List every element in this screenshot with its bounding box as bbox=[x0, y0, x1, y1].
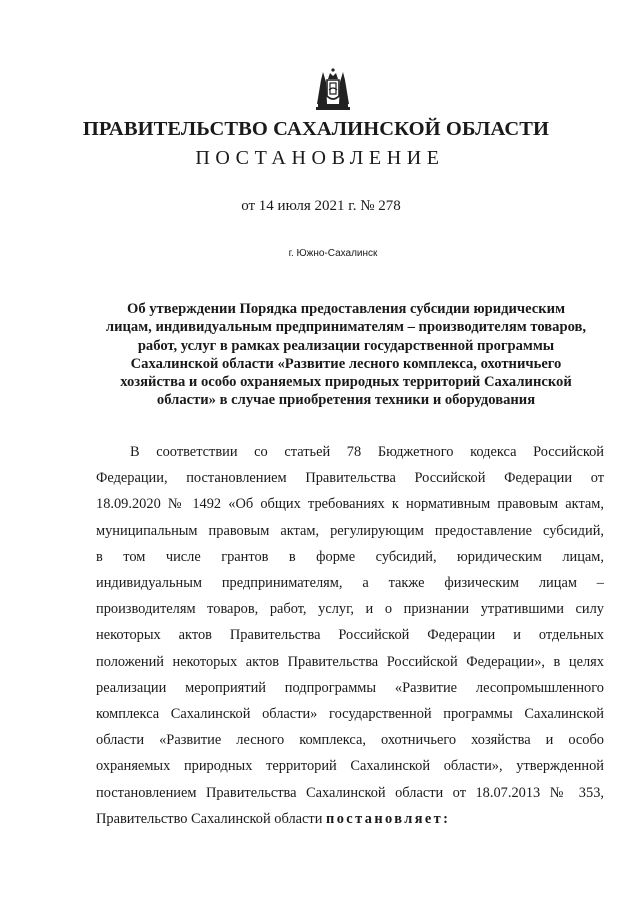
document-type: ПОСТАНОВЛЕНИЕ bbox=[195, 147, 445, 169]
title-line: Сахалинской области «Развитие лесного комплекса, охотничьего bbox=[130, 355, 562, 372]
body-line: некоторых актов Правительства Российской Федерации и отдельных bbox=[96, 627, 604, 644]
title-line: лицам, индивидуальным предпринимателям – производителям товаров, bbox=[105, 319, 587, 336]
organization-name: ПРАВИТЕЛЬСТВО САХАЛИНСКОЙ ОБЛАСТИ bbox=[82, 118, 550, 140]
title-line: Об утверждении Порядка предоставления субсидии юридическим bbox=[126, 301, 566, 317]
body-line: муниципальным правовым актам, регулирующим предоставление субсидий, bbox=[96, 522, 604, 539]
body-line: Федерации, постановлением Правительства Российской Федерации от bbox=[96, 470, 604, 487]
body-final-line bbox=[96, 806, 604, 832]
body-line: области «Развитие лесного комплекса, охотничьего хозяйства и особо bbox=[96, 732, 604, 749]
body-line: охраняемых природных территорий Сахалинской области», утвержденной bbox=[96, 758, 604, 775]
body-final-text: Правительство Сахалинской области bbox=[96, 810, 326, 827]
body-line: положений некоторых актов Правительства Российской Федерации», в целях bbox=[96, 653, 604, 670]
resolution-keyword: постановляет: bbox=[326, 810, 451, 827]
body-line: в том числе грантов в форме субсидий, юридическим лицам, bbox=[96, 548, 604, 565]
title-line: работ, услуг в рамках реализации государственной программы bbox=[137, 337, 555, 354]
body-line: индивидуальным предпринимателям, а также физическим лицам – bbox=[96, 575, 604, 592]
title-line: хозяйства и особо охраняемых природных территорий Сахалинской bbox=[120, 374, 572, 391]
document-title bbox=[96, 300, 596, 410]
title-line: области» в случае приобретения техники и оборудования bbox=[156, 392, 536, 409]
body-paragraph bbox=[96, 439, 604, 832]
body-line: производителям товаров, работ, услуг, и о признании утратившими силу bbox=[96, 601, 604, 618]
body-line: реализации мероприятий подпрограммы «Развитие лесопромышленного bbox=[96, 679, 604, 696]
body-line: комплекса Сахалинской области» государственной программы Сахалинской bbox=[96, 706, 604, 723]
body-line: 18.09.2020 № 1492 «Об общих требованиях к нормативным правовым актам, bbox=[96, 496, 604, 513]
body-line: постановлением Правительства Сахалинской области от 18.07.2013 № 353, bbox=[96, 784, 604, 801]
coat-of-arms-icon bbox=[313, 60, 353, 114]
document-date-number: от 14 июля 2021 г. № 278 bbox=[241, 198, 401, 214]
document-city: г. Южно-Сахалинск bbox=[288, 248, 378, 259]
body-line: В соответствии со статьей 78 Бюджетного кодекса Российской bbox=[130, 444, 604, 460]
